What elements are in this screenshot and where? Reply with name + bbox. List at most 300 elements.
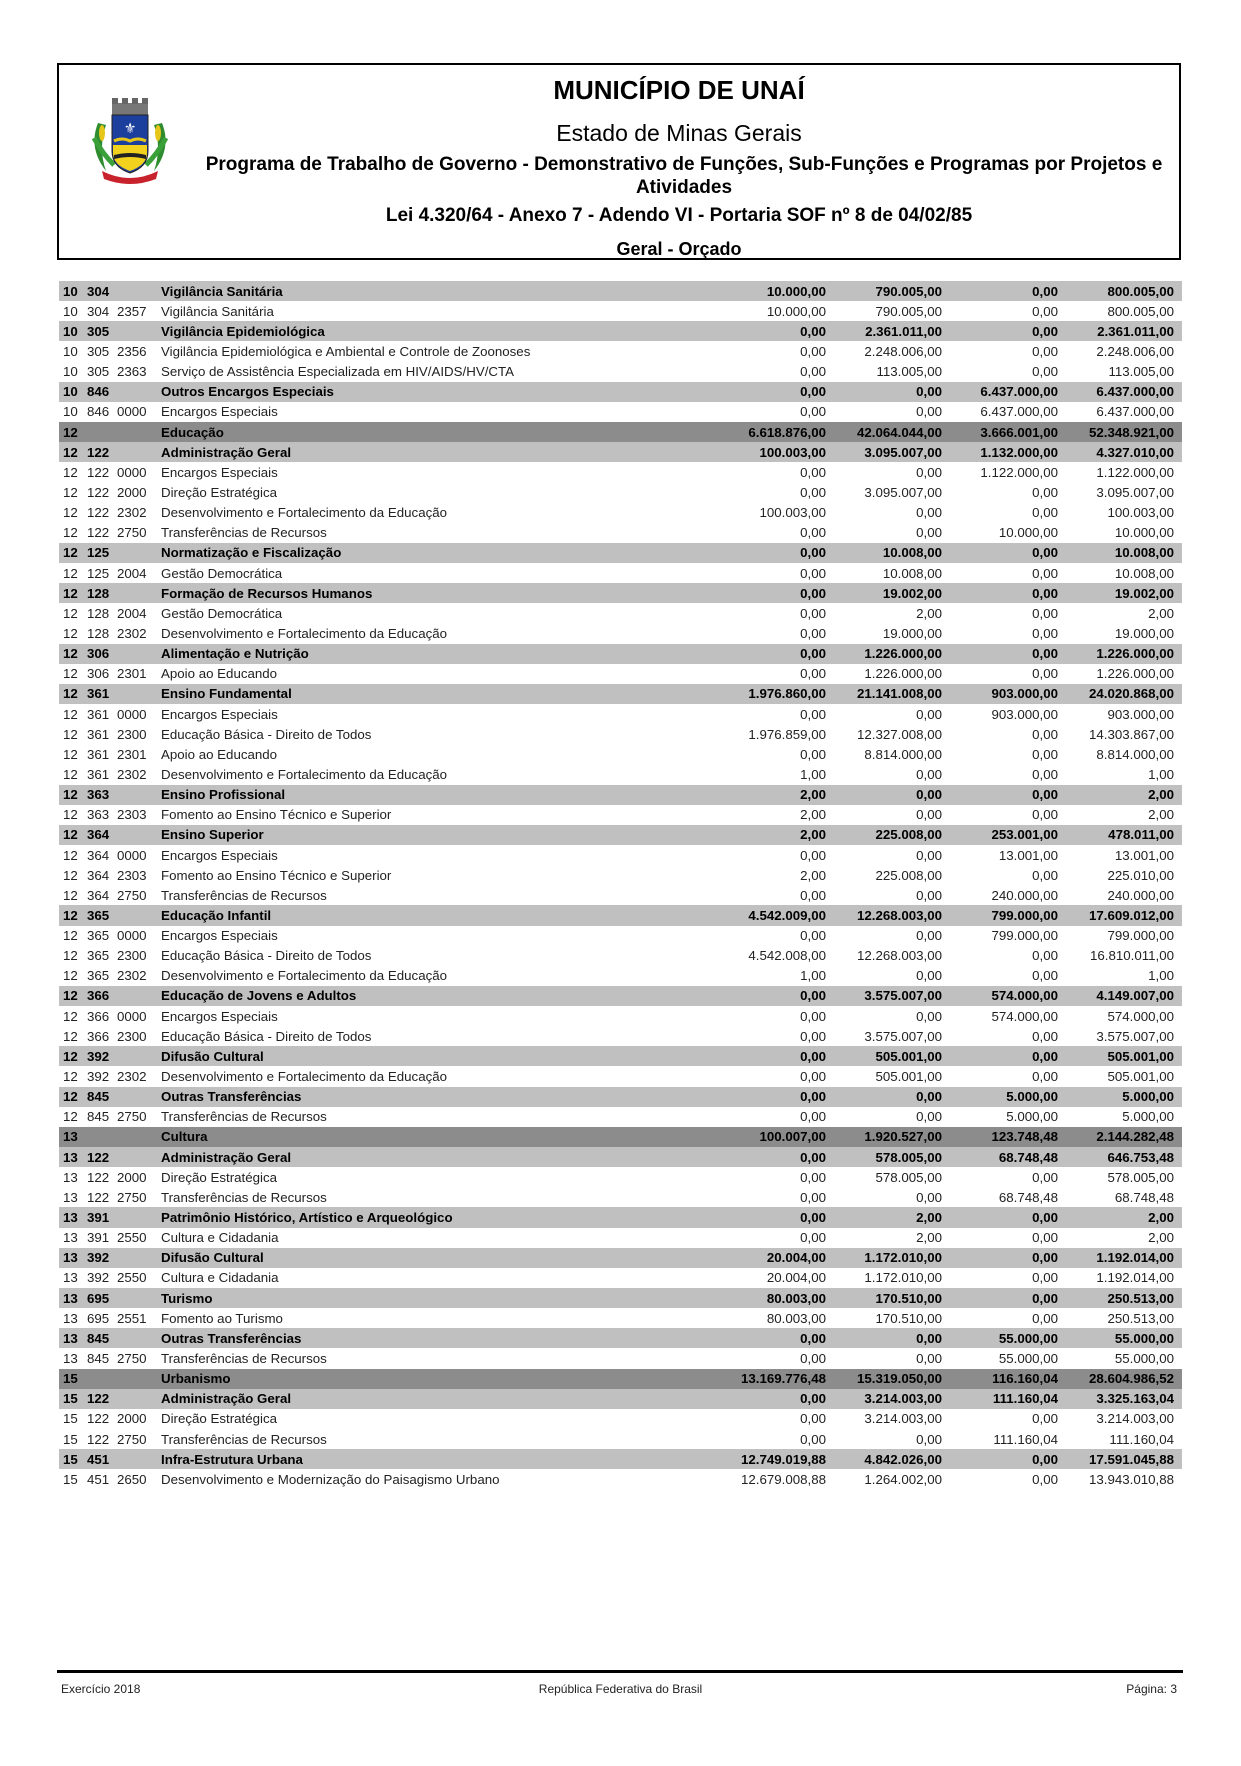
subfunction-code: 391 xyxy=(87,1210,110,1226)
value-total: 574.000,00 xyxy=(1107,1008,1174,1024)
table-row xyxy=(59,402,1182,422)
subfunction-code: 122 xyxy=(87,1431,110,1447)
value-col-3: 3.666.001,00 xyxy=(980,424,1058,440)
function-code: 12 xyxy=(63,585,78,601)
function-code: 10 xyxy=(63,323,78,339)
value-col-1: 2,00 xyxy=(800,867,826,883)
value-col-2: 2,00 xyxy=(916,1230,942,1246)
subfunction-code: 695 xyxy=(87,1310,110,1326)
function-code: 12 xyxy=(63,565,78,581)
value-col-2: 0,00 xyxy=(916,887,942,903)
value-col-1: 0,00 xyxy=(800,343,826,359)
value-col-2: 0,00 xyxy=(916,706,942,722)
value-col-1: 0,00 xyxy=(800,565,826,581)
value-col-1: 0,00 xyxy=(800,1391,826,1407)
subfunction-row xyxy=(59,281,1182,301)
description: Ensino Profissional xyxy=(161,787,286,803)
value-col-2: 0,00 xyxy=(916,1109,942,1125)
value-total: 505.001,00 xyxy=(1107,1048,1174,1064)
table-row xyxy=(59,1187,1182,1207)
description: Cultura e Cidadania xyxy=(161,1230,279,1246)
footer-fiscal-year: Exercício 2018 xyxy=(61,1682,141,1696)
subfunction-code: 305 xyxy=(87,323,110,339)
value-col-3: 123.748,48 xyxy=(991,1129,1058,1145)
value-col-1: 0,00 xyxy=(800,323,826,339)
value-col-3: 0,00 xyxy=(1032,726,1058,742)
value-col-1: 0,00 xyxy=(800,605,826,621)
value-total: 28.604.986,52 xyxy=(1088,1371,1174,1387)
subfunction-code: 306 xyxy=(87,646,110,662)
value-col-2: 2,00 xyxy=(916,1210,942,1226)
value-col-1: 0,00 xyxy=(800,1008,826,1024)
table-row xyxy=(59,926,1182,946)
function-code: 12 xyxy=(63,968,78,984)
value-col-1: 0,00 xyxy=(800,464,826,480)
subfunction-code: 305 xyxy=(87,343,110,359)
description: Educação xyxy=(161,424,224,440)
value-col-1: 80.003,00 xyxy=(766,1310,826,1326)
function-code: 10 xyxy=(63,404,78,420)
subfunction-code: 125 xyxy=(87,545,110,561)
value-col-3: 0,00 xyxy=(1032,1290,1058,1306)
description: Ensino Fundamental xyxy=(161,686,292,702)
value-col-1: 2,00 xyxy=(800,807,826,823)
value-col-1: 0,00 xyxy=(800,1109,826,1125)
value-col-3: 903.000,00 xyxy=(991,686,1058,702)
subfunction-code: 392 xyxy=(87,1069,110,1085)
description: Encargos Especiais xyxy=(161,706,278,722)
value-col-3: 799.000,00 xyxy=(991,907,1058,923)
description: Urbanismo xyxy=(161,1371,231,1387)
value-total: 2.361.011,00 xyxy=(1097,323,1174,339)
value-col-3: 0,00 xyxy=(1032,1471,1058,1487)
value-total: 19.002,00 xyxy=(1114,585,1174,601)
value-col-3: 0,00 xyxy=(1032,283,1058,299)
table-row xyxy=(59,946,1182,966)
function-code: 15 xyxy=(63,1371,78,1387)
subfunction-code: 364 xyxy=(87,827,110,843)
value-total: 250.513,00 xyxy=(1107,1310,1174,1326)
value-col-3: 1.122.000,00 xyxy=(980,464,1058,480)
function-code: 12 xyxy=(63,625,78,641)
subfunction-code: 366 xyxy=(87,988,110,1004)
description: Desenvolvimento e Fortalecimento da Educação xyxy=(161,968,448,984)
value-total: 800.005,00 xyxy=(1107,283,1174,299)
value-col-2: 12.268.003,00 xyxy=(856,907,942,923)
description: Patrimônio Histórico, Artístico e Arqueológico xyxy=(161,1210,453,1226)
subfunction-row xyxy=(59,583,1182,603)
value-col-2: 1.226.000,00 xyxy=(864,646,942,662)
table-row xyxy=(59,664,1182,684)
value-col-2: 0,00 xyxy=(916,807,942,823)
function-code: 12 xyxy=(63,666,78,682)
function-code: 12 xyxy=(63,1069,78,1085)
value-total: 2,00 xyxy=(1148,1210,1174,1226)
program-code: 2000 xyxy=(117,484,147,500)
function-code: 13 xyxy=(63,1310,78,1326)
subfunction-code: 365 xyxy=(87,948,110,964)
subfunction-code: 122 xyxy=(87,484,110,500)
value-col-2: 1.920.527,00 xyxy=(864,1129,942,1145)
value-total: 52.348.921,00 xyxy=(1088,424,1174,440)
function-code: 12 xyxy=(63,787,78,803)
value-col-2: 790.005,00 xyxy=(875,303,942,319)
subfunction-row xyxy=(59,825,1182,845)
description: Administração Geral xyxy=(161,444,292,460)
value-col-2: 0,00 xyxy=(916,404,942,420)
program-code: 2302 xyxy=(117,505,147,521)
value-col-3: 240.000,00 xyxy=(991,887,1058,903)
value-col-3: 0,00 xyxy=(1032,787,1058,803)
value-col-1: 20.004,00 xyxy=(766,1270,826,1286)
value-col-3: 0,00 xyxy=(1032,746,1058,762)
program-code: 2300 xyxy=(117,726,147,742)
subfunction-code: 361 xyxy=(87,746,110,762)
value-col-1: 0,00 xyxy=(800,384,826,400)
subfunction-code: 365 xyxy=(87,968,110,984)
value-total: 3.214.003,00 xyxy=(1096,1411,1174,1427)
value-col-3: 0,00 xyxy=(1032,766,1058,782)
description: Outras Transferências xyxy=(161,1330,302,1346)
value-col-2: 505.001,00 xyxy=(875,1048,942,1064)
value-col-1: 0,00 xyxy=(800,1149,826,1165)
table-row xyxy=(59,603,1182,623)
description: Transferências de Recursos xyxy=(161,1351,327,1367)
function-code: 12 xyxy=(63,424,78,440)
subfunction-row xyxy=(59,1248,1182,1268)
subfunction-row xyxy=(59,1147,1182,1167)
value-col-3: 0,00 xyxy=(1032,625,1058,641)
subfunction-code: 122 xyxy=(87,1189,110,1205)
table-row xyxy=(59,1469,1182,1489)
program-code: 0000 xyxy=(117,706,147,722)
description: Direção Estratégica xyxy=(161,1169,278,1185)
value-col-1: 1,00 xyxy=(800,766,826,782)
value-col-2: 12.327.008,00 xyxy=(856,726,942,742)
value-col-1: 100.003,00 xyxy=(759,444,826,460)
description: Vigilância Sanitária xyxy=(161,303,274,319)
function-code: 13 xyxy=(63,1230,78,1246)
description: Transferências de Recursos xyxy=(161,1189,327,1205)
subfunction-row xyxy=(59,1389,1182,1409)
subfunction-row xyxy=(59,543,1182,563)
value-col-1: 0,00 xyxy=(800,646,826,662)
value-col-1: 100.003,00 xyxy=(759,505,826,521)
value-total: 3.325.163,04 xyxy=(1096,1391,1174,1407)
table-row xyxy=(59,503,1182,523)
function-code: 13 xyxy=(63,1270,78,1286)
subfunction-code: 304 xyxy=(87,303,110,319)
program-code: 2750 xyxy=(117,1189,147,1205)
value-col-3: 0,00 xyxy=(1032,343,1058,359)
value-col-1: 0,00 xyxy=(800,585,826,601)
program-code: 2750 xyxy=(117,1431,147,1447)
value-col-3: 0,00 xyxy=(1032,948,1058,964)
program-code: 2363 xyxy=(117,364,147,380)
function-row xyxy=(59,1369,1182,1389)
value-col-2: 2.361.011,00 xyxy=(865,323,942,339)
value-total: 505.001,00 xyxy=(1107,1069,1174,1085)
value-col-3: 0,00 xyxy=(1032,968,1058,984)
function-code: 12 xyxy=(63,1109,78,1125)
function-code: 13 xyxy=(63,1169,78,1185)
description: Normatização e Fiscalização xyxy=(161,545,342,561)
description: Vigilância Epidemiológica xyxy=(161,323,325,339)
value-col-3: 1.132.000,00 xyxy=(980,444,1058,460)
value-col-1: 0,00 xyxy=(800,847,826,863)
function-code: 10 xyxy=(63,283,78,299)
function-code: 15 xyxy=(63,1431,78,1447)
function-code: 12 xyxy=(63,988,78,1004)
program-code: 2300 xyxy=(117,1028,147,1044)
value-col-3: 13.001,00 xyxy=(998,847,1058,863)
value-total: 10.008,00 xyxy=(1114,565,1174,581)
subfunction-row xyxy=(59,905,1182,925)
subfunction-code: 125 xyxy=(87,565,110,581)
value-col-3: 5.000,00 xyxy=(1006,1109,1058,1125)
value-total: 1.122.000,00 xyxy=(1096,464,1174,480)
value-col-3: 0,00 xyxy=(1032,1451,1058,1467)
description: Encargos Especiais xyxy=(161,464,278,480)
function-code: 13 xyxy=(63,1250,78,1266)
value-col-3: 0,00 xyxy=(1032,666,1058,682)
subfunction-code: 845 xyxy=(87,1089,110,1105)
value-col-1: 0,00 xyxy=(800,1210,826,1226)
program-code: 0000 xyxy=(117,404,147,420)
description: Fomento ao Ensino Técnico e Superior xyxy=(161,807,392,823)
value-col-2: 2.248.006,00 xyxy=(864,343,942,359)
program-code: 2303 xyxy=(117,807,147,823)
value-total: 799.000,00 xyxy=(1107,928,1174,944)
value-col-3: 0,00 xyxy=(1032,545,1058,561)
description: Desenvolvimento e Fortalecimento da Educação xyxy=(161,625,448,641)
description: Transferências de Recursos xyxy=(161,525,327,541)
function-code: 13 xyxy=(63,1189,78,1205)
subfunction-code: 361 xyxy=(87,686,110,702)
function-code: 12 xyxy=(63,646,78,662)
subfunction-code: 122 xyxy=(87,1149,110,1165)
description: Encargos Especiais xyxy=(161,404,278,420)
function-code: 15 xyxy=(63,1471,78,1487)
value-col-1: 2,00 xyxy=(800,827,826,843)
description: Gestão Democrática xyxy=(161,605,283,621)
value-col-1: 13.169.776,48 xyxy=(740,1371,826,1387)
description: Ensino Superior xyxy=(161,827,264,843)
subfunction-code: 846 xyxy=(87,404,110,420)
description: Vigilância Epidemiológica e Ambiental e Controle de Zoonoses xyxy=(161,343,531,359)
subfunction-code: 846 xyxy=(87,384,110,400)
municipality-title: MUNICÍPIO DE UNAÍ xyxy=(553,75,805,105)
table-row xyxy=(59,341,1182,361)
table-row xyxy=(59,805,1182,825)
description: Difusão Cultural xyxy=(161,1048,264,1064)
subfunction-code: 304 xyxy=(87,283,110,299)
program-code: 2302 xyxy=(117,766,147,782)
value-total: 17.591.045,88 xyxy=(1088,1451,1174,1467)
value-col-2: 0,00 xyxy=(916,928,942,944)
municipal-coat-of-arms-icon xyxy=(84,93,176,185)
value-col-3: 0,00 xyxy=(1032,565,1058,581)
value-col-1: 0,00 xyxy=(800,364,826,380)
function-row xyxy=(59,422,1182,442)
function-code: 15 xyxy=(63,1451,78,1467)
value-col-1: 0,00 xyxy=(800,1230,826,1246)
value-col-1: 0,00 xyxy=(800,404,826,420)
subfunction-code: 122 xyxy=(87,464,110,480)
value-total: 225.010,00 xyxy=(1107,867,1174,883)
function-code: 12 xyxy=(63,847,78,863)
description: Cultura xyxy=(161,1129,208,1145)
value-total: 5.000,00 xyxy=(1122,1089,1174,1105)
subfunction-row xyxy=(59,644,1182,664)
function-code: 12 xyxy=(63,1008,78,1024)
program-code: 2550 xyxy=(117,1230,147,1246)
subfunction-row xyxy=(59,382,1182,402)
description: Serviço de Assistência Especializada em HIV/AIDS/HV/CTA xyxy=(161,364,514,380)
function-code: 12 xyxy=(63,706,78,722)
value-col-3: 116.160,04 xyxy=(992,1371,1058,1387)
subfunction-code: 361 xyxy=(87,726,110,742)
function-code: 12 xyxy=(63,525,78,541)
value-total: 1.192.014,00 xyxy=(1096,1250,1174,1266)
program-code: 2301 xyxy=(117,746,147,762)
report-header xyxy=(57,63,1181,260)
function-code: 12 xyxy=(63,766,78,782)
value-total: 240.000,00 xyxy=(1107,887,1174,903)
subfunction-row xyxy=(59,1087,1182,1107)
description: Gestão Democrática xyxy=(161,565,283,581)
description: Encargos Especiais xyxy=(161,928,278,944)
value-col-1: 0,00 xyxy=(800,625,826,641)
value-col-1: 0,00 xyxy=(800,545,826,561)
description: Difusão Cultural xyxy=(161,1250,264,1266)
value-col-2: 0,00 xyxy=(916,464,942,480)
value-col-3: 0,00 xyxy=(1032,585,1058,601)
function-code: 10 xyxy=(63,384,78,400)
value-col-2: 1.172.010,00 xyxy=(864,1270,942,1286)
value-total: 1,00 xyxy=(1148,968,1174,984)
table-row xyxy=(59,1268,1182,1288)
value-col-2: 0,00 xyxy=(916,766,942,782)
value-col-2: 2,00 xyxy=(916,605,942,621)
subfunction-code: 361 xyxy=(87,706,110,722)
svg-text:⚜: ⚜ xyxy=(123,121,137,137)
value-col-2: 0,00 xyxy=(916,1089,942,1105)
value-col-2: 3.214.003,00 xyxy=(864,1391,942,1407)
value-col-1: 0,00 xyxy=(800,988,826,1004)
description: Educação Básica - Direito de Todos xyxy=(161,1028,372,1044)
function-code: 12 xyxy=(63,1048,78,1064)
value-col-1: 12.679.008,88 xyxy=(740,1471,826,1487)
value-col-2: 0,00 xyxy=(916,847,942,863)
subfunction-row xyxy=(59,1288,1182,1308)
value-col-2: 4.842.026,00 xyxy=(864,1451,942,1467)
program-code: 0000 xyxy=(117,1008,147,1024)
value-col-1: 0,00 xyxy=(800,1189,826,1205)
function-code: 12 xyxy=(63,484,78,500)
value-col-2: 8.814.000,00 xyxy=(864,746,942,762)
table-row xyxy=(59,1026,1182,1046)
subfunction-row xyxy=(59,1328,1182,1348)
function-code: 15 xyxy=(63,1391,78,1407)
description: Educação Básica - Direito de Todos xyxy=(161,726,372,742)
subfunction-code: 845 xyxy=(87,1351,110,1367)
description: Outros Encargos Especiais xyxy=(161,384,334,400)
function-code: 10 xyxy=(63,343,78,359)
value-col-2: 3.575.007,00 xyxy=(864,988,942,1004)
function-code: 10 xyxy=(63,303,78,319)
value-col-2: 10.008,00 xyxy=(882,565,942,581)
value-col-3: 68.748,48 xyxy=(998,1189,1058,1205)
program-code: 2302 xyxy=(117,625,147,641)
value-col-3: 55.000,00 xyxy=(998,1330,1058,1346)
value-col-1: 4.542.009,00 xyxy=(748,907,826,923)
value-total: 1.226.000,00 xyxy=(1096,666,1174,682)
value-col-1: 6.618.876,00 xyxy=(748,424,826,440)
value-col-3: 0,00 xyxy=(1032,364,1058,380)
subfunction-row xyxy=(59,442,1182,462)
table-row xyxy=(59,1308,1182,1328)
subfunction-code: 305 xyxy=(87,364,110,380)
subfunction-code: 122 xyxy=(87,444,110,460)
value-col-3: 10.000,00 xyxy=(998,525,1058,541)
description: Administração Geral xyxy=(161,1391,292,1407)
subfunction-code: 128 xyxy=(87,625,110,641)
value-col-3: 799.000,00 xyxy=(991,928,1058,944)
table-row xyxy=(59,885,1182,905)
table-row xyxy=(59,362,1182,382)
value-col-2: 19.002,00 xyxy=(882,585,942,601)
value-total: 578.005,00 xyxy=(1107,1169,1174,1185)
subfunction-row xyxy=(59,1046,1182,1066)
function-code: 12 xyxy=(63,444,78,460)
subfunction-row xyxy=(59,1449,1182,1469)
table-row xyxy=(59,845,1182,865)
value-col-1: 0,00 xyxy=(800,1089,826,1105)
value-col-2: 578.005,00 xyxy=(875,1169,942,1185)
value-col-2: 170.510,00 xyxy=(875,1310,942,1326)
value-col-1: 1.976.860,00 xyxy=(748,686,826,702)
subfunction-code: 451 xyxy=(87,1471,110,1487)
function-code: 12 xyxy=(63,746,78,762)
value-total: 800.005,00 xyxy=(1107,303,1174,319)
value-total: 6.437.000,00 xyxy=(1096,404,1174,420)
value-col-3: 55.000,00 xyxy=(998,1351,1058,1367)
subfunction-code: 392 xyxy=(87,1250,110,1266)
value-col-1: 0,00 xyxy=(800,1330,826,1346)
description: Vigilância Sanitária xyxy=(161,283,283,299)
value-total: 1.192.014,00 xyxy=(1096,1270,1174,1286)
value-col-3: 0,00 xyxy=(1032,1048,1058,1064)
value-col-3: 0,00 xyxy=(1032,646,1058,662)
value-col-1: 0,00 xyxy=(800,1069,826,1085)
function-code: 12 xyxy=(63,907,78,923)
function-code: 12 xyxy=(63,726,78,742)
value-col-2: 0,00 xyxy=(916,384,942,400)
value-col-2: 578.005,00 xyxy=(875,1149,942,1165)
function-code: 12 xyxy=(63,505,78,521)
value-total: 8.814.000,00 xyxy=(1096,746,1174,762)
table-row xyxy=(59,1348,1182,1368)
value-total: 55.000,00 xyxy=(1114,1351,1174,1367)
subfunction-code: 128 xyxy=(87,605,110,621)
function-code: 13 xyxy=(63,1330,78,1346)
function-code: 12 xyxy=(63,887,78,903)
program-code: 0000 xyxy=(117,847,147,863)
value-col-2: 0,00 xyxy=(916,1431,942,1447)
value-col-3: 5.000,00 xyxy=(1006,1089,1058,1105)
program-code: 2550 xyxy=(117,1270,147,1286)
